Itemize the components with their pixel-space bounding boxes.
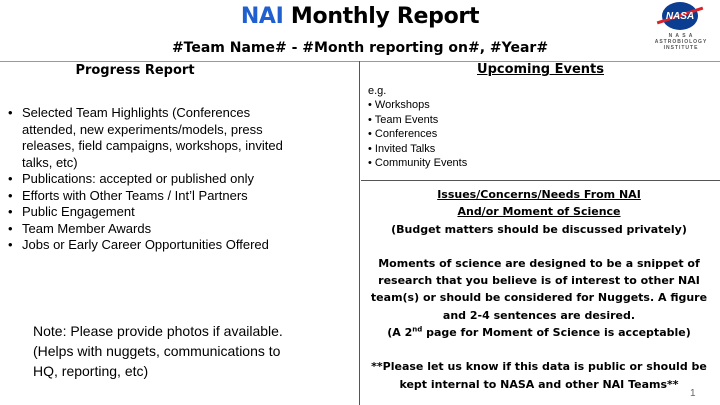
title-nai: NAI <box>240 4 284 29</box>
events-list <box>368 98 467 171</box>
nasa-meatball-icon: NASA <box>662 2 698 30</box>
list-item: • Workshops <box>368 98 467 113</box>
issues-heading: Issues/Concerns/Needs From NAI <box>437 188 641 201</box>
nasa-astrobiology-logo <box>650 2 712 58</box>
list-item: • Conferences <box>368 127 467 142</box>
moment-of-science-heading: And/or Moment of Science <box>457 205 621 219</box>
moments-description: Moments of science are designed to be a snippet of research that you believe is of interest to other NAI team(s) or should be considered for Nuggets. A figure and 2-4 sentences are desired. <box>370 256 708 322</box>
list-item: • Publications: accepted or published only <box>6 171 306 188</box>
issues-section <box>368 186 710 393</box>
right-section-divider <box>361 180 720 181</box>
list-item: • Invited Talks <box>368 142 467 157</box>
list-item: • Public Engagement <box>6 204 306 221</box>
photos-note: Note: Please provide photos if available. (Helps with nuggets, communications to HQ, reporting, etc) <box>33 323 283 379</box>
list-item: • Team Member Awards <box>6 221 306 238</box>
progress-list <box>6 105 306 254</box>
upcoming-events-heading: Upcoming Events <box>477 62 604 77</box>
list-item: • Jobs or Early Career Opportunities Offered <box>6 237 306 254</box>
page-number: 1 <box>690 388 696 399</box>
page-subtitle: #Team Name# - #Month reporting on#, #Year# <box>171 40 549 56</box>
progress-report-heading: Progress Report <box>75 63 195 78</box>
events-eg-label: e.g. <box>368 85 387 97</box>
logo-caption: N A S A ASTROBIOLOGY INSTITUTE <box>654 33 708 51</box>
list-item: • Efforts with Other Teams / Int’l Partners <box>6 188 306 205</box>
title-rest: Monthly Report <box>290 4 480 29</box>
page-title <box>0 4 720 29</box>
second-page-note: (A 2nd page for Moment of Science is acceptable) <box>387 325 691 340</box>
list-item: • Selected Team Highlights (Conferences attended, new experiments/models, press releases, field campaigns, workshops, invited talks, etc) <box>6 105 306 171</box>
list-item: • Community Events <box>368 156 467 171</box>
list-item: • Team Events <box>368 113 467 128</box>
budget-note: (Budget matters should be discussed privately) <box>391 222 687 236</box>
public-data-note: **Please let us know if this data is public or should be kept internal to NASA and other NAI Teams** <box>371 360 707 391</box>
column-divider <box>359 61 360 405</box>
